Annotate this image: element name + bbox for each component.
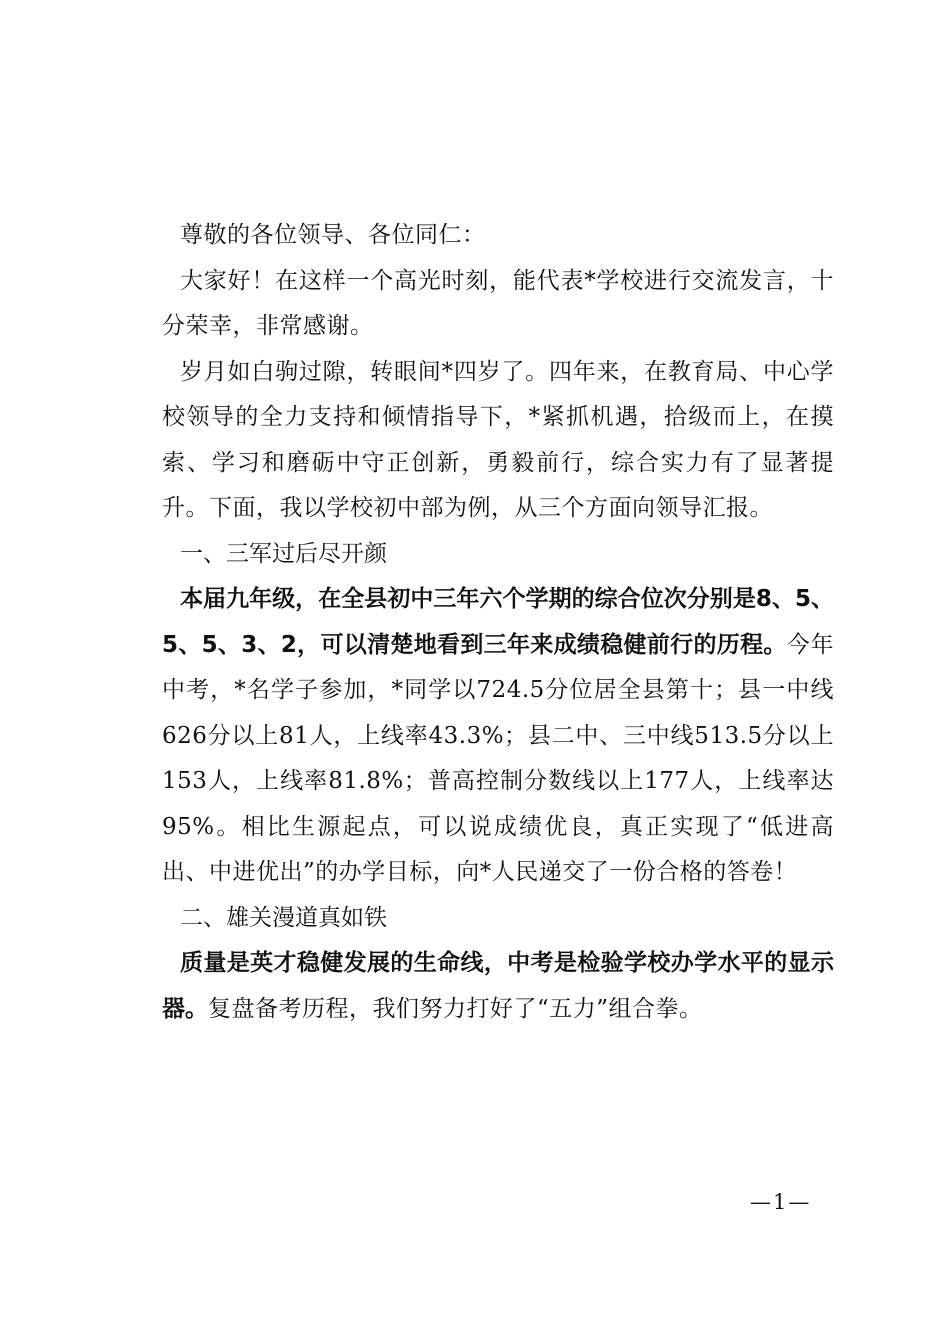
section-heading-2: 二、雄关漫道真如铁: [180, 904, 387, 931]
salutation: 尊敬的各位领导、各位同仁：: [180, 222, 486, 248]
section-2-lead: 质量是英才稳健发展的生命线，中考是检验学校办学水平的显示器。: [162, 950, 834, 1022]
section-1-body: 今年中考，*名学子参加，*同学以724.5分位居全县第十；县一中线626分以上81人，上线率43.3%；县二中、三中线513.5分以上153人，上线率81.8%；普高控制分数线以上177人，上线率达95%。相比生源起点，可以说成绩优良，真正实现了“低进高出、中进优出”的办学目标，向*人民递交了一份合格的答卷！: [162, 631, 835, 885]
section-heading-1: 一、三军过后尽开颜: [180, 540, 387, 567]
section-1-paragraph: [162, 577, 834, 896]
section-1-lead: 本届九年级，在全县初中三年六个学期的综合位次分别是8、5、5、5、3、2，可以清楚地看到三年来成绩稳健前行的历程。: [162, 586, 834, 658]
intro-paragraph: 岁月如白驹过隙，转眼间*四岁了。四年来，在教育局、中心学校领导的全力支持和倾情指导下，*紧抓机遇，拾级而上，在摸索、学习和磨砺中守正创新，勇毅前行，综合实力有了显著提升。下面，我以学校初中部为例，从三个方面向领导汇报。: [162, 358, 834, 521]
document-body: [162, 213, 834, 1032]
section-2-body: 复盘备考历程，我们努力打好了“五力”组合拳。: [208, 995, 703, 1022]
section-2-paragraph: [162, 941, 834, 1032]
greeting-paragraph: 大家好！在这样一个高光时刻，能代表*学校进行交流发言，十分荣幸，非常感谢。: [162, 267, 834, 339]
page-number: —1—: [750, 1190, 812, 1214]
